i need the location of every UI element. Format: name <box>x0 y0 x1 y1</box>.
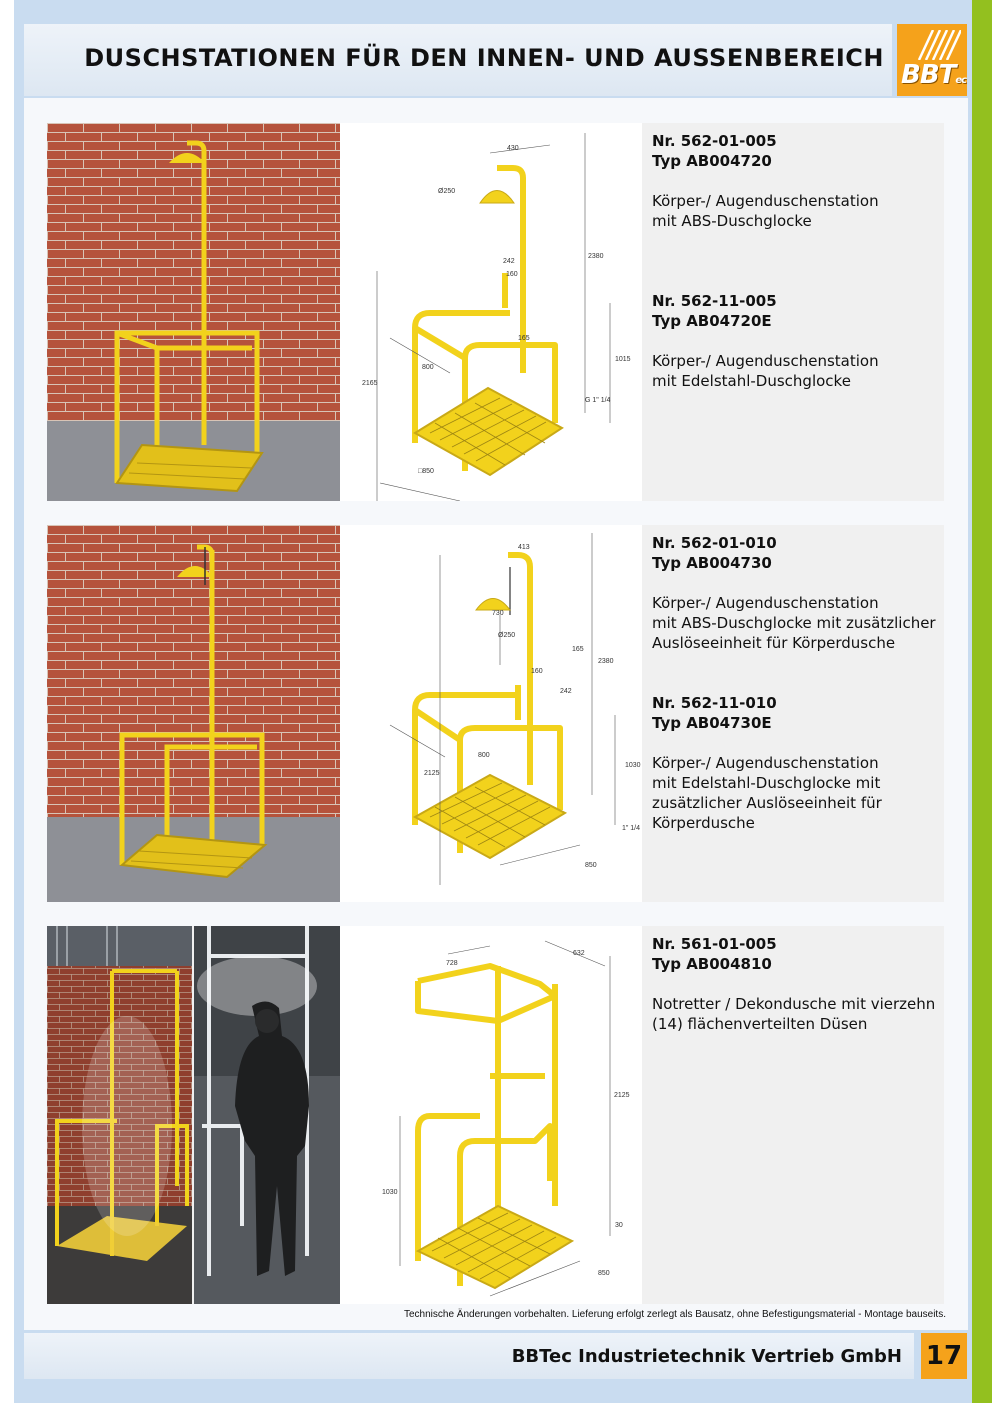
product-photo-2 <box>47 525 340 902</box>
logo-suffix: ec <box>955 75 967 86</box>
product-text: Körper-/ Augenduschenstation <box>652 192 879 210</box>
product-description-1 <box>652 131 942 391</box>
product-type: Typ AB004810 <box>652 955 772 973</box>
dim-label: 850 <box>598 1270 610 1277</box>
product-description-3 <box>652 934 942 1034</box>
product-text: mit Edelstahl-Duschglocke <box>652 372 851 390</box>
product-number: Nr. 562-11-005 <box>652 292 777 310</box>
dim-label: Ø250 <box>438 188 456 195</box>
product-text: Notretter / Dekondusche mit vierzehn <box>652 995 936 1013</box>
dim-label: 800 <box>478 752 490 759</box>
dim-label: 413 <box>518 544 530 551</box>
product-number: Nr. 562-01-005 <box>652 132 777 150</box>
dimension-drawing <box>340 123 642 501</box>
product-type: Typ AB04730E <box>652 714 772 732</box>
product-text: Körper-/ Augenduschenstation <box>652 594 879 612</box>
product-number: Nr. 561-01-005 <box>652 935 777 953</box>
product-photo-3 <box>47 926 340 1304</box>
dim-label: 242 <box>560 688 572 695</box>
decontamination-shower-photos <box>47 926 340 1304</box>
technical-drawing-1 <box>340 123 642 501</box>
product-text: (14) flächenverteilten Düsen <box>652 1015 868 1033</box>
page-title: DUSCHSTATIONEN FÜR DEN INNEN- UND AUSSENBEREICH <box>84 44 884 72</box>
product-text: Körperdusche <box>652 814 755 832</box>
dim-label: 2125 <box>614 1092 630 1099</box>
product-section-2 <box>47 525 944 902</box>
dim-label: 165 <box>572 646 584 653</box>
dim-label: 800 <box>422 364 434 371</box>
side-accent-strip <box>972 0 992 1403</box>
dim-label: 1015 <box>615 356 631 363</box>
product-text: mit Edelstahl-Duschglocke mit <box>652 774 881 792</box>
shower-station-photo <box>47 525 340 902</box>
product-type: Typ AB04720E <box>652 312 772 330</box>
product-section-3 <box>47 926 944 1304</box>
dim-label: 2380 <box>598 658 614 665</box>
dim-label: 165 <box>518 335 530 342</box>
dim-label: 1" 1/4 <box>621 825 640 832</box>
product-text: Körper-/ Augenduschenstation <box>652 754 879 772</box>
dim-label: 1030 <box>625 762 641 769</box>
footnote: Technische Änderungen vorbehalten. Lieferung erfolgt zerlegt als Bausatz, ohne Befestigungsmaterial - Montage bauseits. <box>403 1309 946 1320</box>
dim-label: 1030 <box>382 1189 398 1196</box>
dim-label: Ø250 <box>498 632 516 639</box>
dim-label: 430 <box>507 145 519 152</box>
product-section-1 <box>47 123 944 501</box>
dim-label: 160 <box>531 668 543 675</box>
product-photo-1 <box>47 123 340 501</box>
logo-wordmark <box>901 60 967 92</box>
dim-label: 2165 <box>362 380 378 387</box>
dim-label: 2380 <box>588 253 604 260</box>
product-text: mit ABS-Duschglocke mit zusätzlicher <box>652 614 936 632</box>
dim-label: □850 <box>418 468 434 475</box>
dim-label: 242 <box>503 258 515 265</box>
page-number: 17 <box>921 1333 967 1379</box>
dim-label: 632 <box>573 950 585 957</box>
dimension-drawing <box>340 525 642 902</box>
technical-drawing-2 <box>340 525 642 902</box>
company-name: BBTec Industrietechnik Vertrieb GmbH <box>511 1346 902 1367</box>
dim-label: 160 <box>506 271 518 278</box>
product-type: Typ AB004720 <box>652 152 772 170</box>
shower-station-photo <box>47 123 340 501</box>
dimension-drawing <box>340 926 642 1304</box>
product-text: zusätzlicher Auslöseeinheit für <box>652 794 882 812</box>
product-description-2 <box>652 533 942 833</box>
product-text: Körper-/ Augenduschenstation <box>652 352 879 370</box>
dim-label: 728 <box>446 960 458 967</box>
dim-label: 2125 <box>424 770 440 777</box>
logo-text: BBT <box>901 60 956 90</box>
dim-label: 730 <box>492 610 504 617</box>
dim-label: 850 <box>585 862 597 869</box>
logo-stripes-icon <box>915 30 961 60</box>
product-number: Nr. 562-01-010 <box>652 534 777 552</box>
technical-drawing-3 <box>340 926 642 1304</box>
product-type: Typ AB004730 <box>652 554 772 572</box>
product-text: mit ABS-Duschglocke <box>652 212 812 230</box>
product-number: Nr. 562-11-010 <box>652 694 777 712</box>
bbtec-logo <box>897 24 967 96</box>
dim-label: 30 <box>615 1222 623 1229</box>
product-text: Auslöseeinheit für Körperdusche <box>652 634 896 652</box>
dim-label: G 1" 1/4 <box>585 397 611 404</box>
